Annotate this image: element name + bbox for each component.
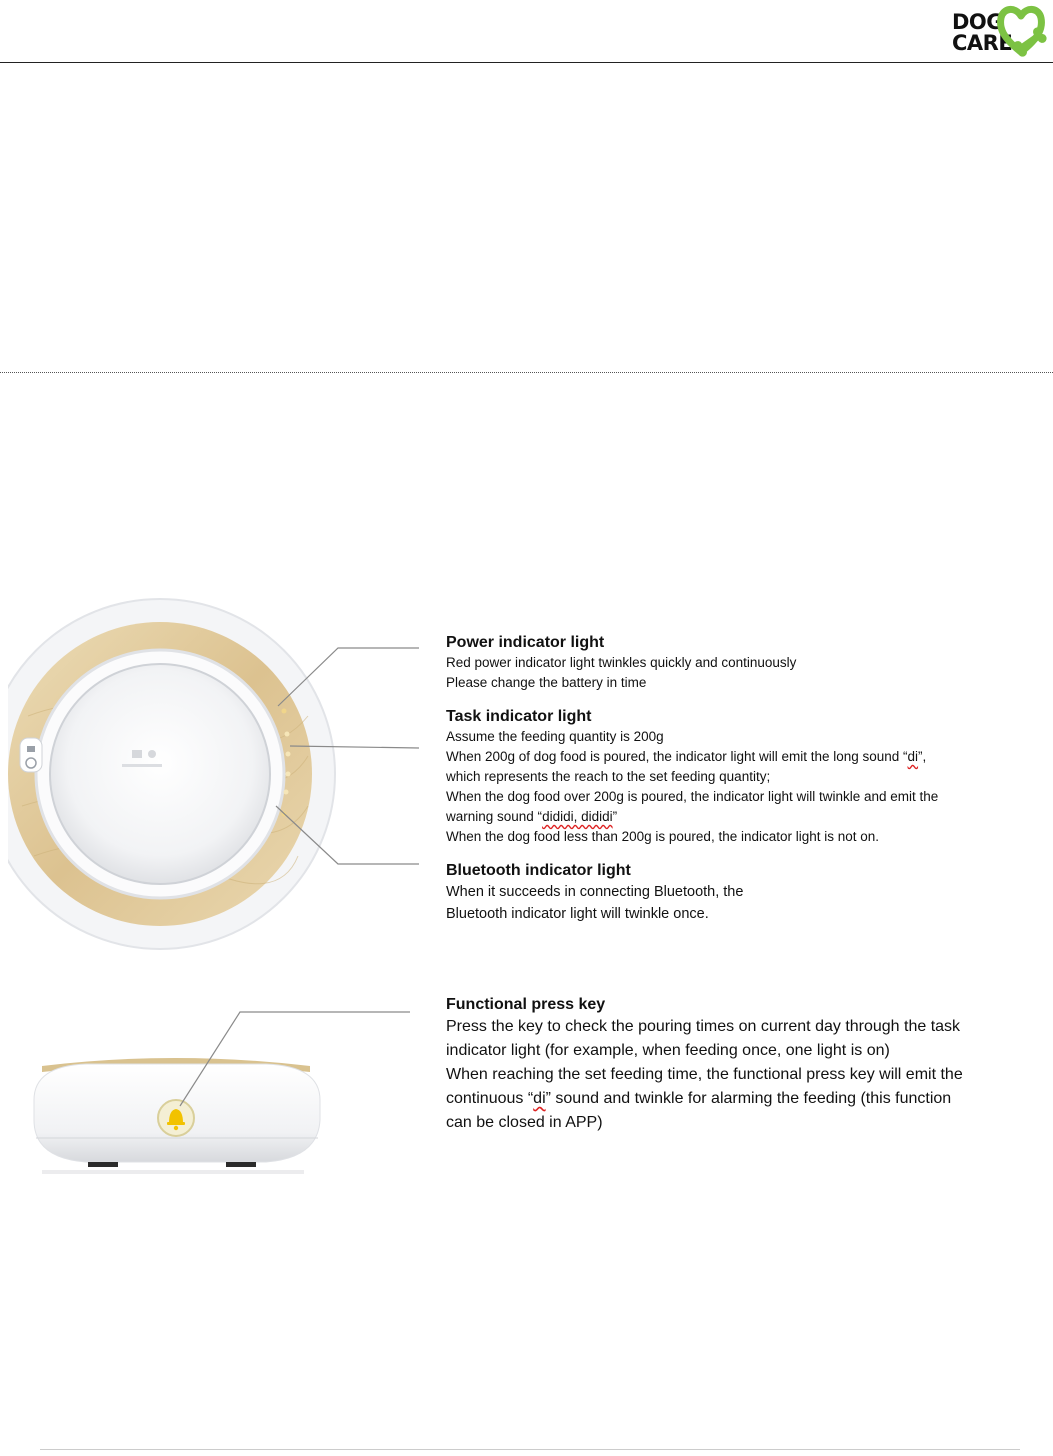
task-line-2-wavy: di — [907, 749, 919, 764]
key-line-2: indicator light (for example, when feeding once, one light is on) — [446, 1042, 890, 1059]
power-indicator-section — [446, 633, 796, 693]
task-line-2-post: ”, — [918, 749, 927, 764]
task-line-1: Assume the feeding quantity is 200g — [446, 729, 664, 744]
task-line-2 — [446, 747, 938, 767]
power-line-2: Please change the battery in time — [446, 675, 647, 690]
key-line-1: Press the key to check the pouring times on current day through the task — [446, 1018, 961, 1035]
task-indicator-heading: Task indicator light — [446, 708, 592, 725]
task-line-4: When the dog food over 200g is poured, the indicator light will twinkle and emit the — [446, 789, 939, 804]
key-line-5: can be closed in APP) — [446, 1114, 603, 1131]
dotted-divider — [0, 372, 1053, 373]
header-rule — [0, 62, 1053, 63]
task-line-6: When the dog food less than 200g is poured, the indicator light is not on. — [446, 829, 880, 844]
power-indicator-heading: Power indicator light — [446, 634, 605, 651]
bowl-side-view-image — [26, 1010, 416, 1180]
functional-key-section — [446, 995, 963, 1135]
key-line-4 — [446, 1087, 963, 1111]
heart-bone-logo-icon — [997, 2, 1049, 58]
key-line-4-post: ” sound and twinkle for alarming the feeding (this function — [545, 1090, 952, 1107]
power-line-1: Red power indicator light twinkles quickly and continuously — [446, 655, 797, 670]
footer-rule — [40, 1449, 1020, 1450]
bluetooth-line-1: When it succeeds in connecting Bluetooth, the — [446, 884, 744, 900]
bluetooth-indicator-heading: Bluetooth indicator light — [446, 862, 631, 879]
task-line-5 — [446, 807, 938, 827]
task-line-3: which represents the reach to the set feeding quantity; — [446, 769, 771, 784]
bluetooth-indicator-section — [446, 861, 743, 925]
bowl-top-view-image — [8, 596, 436, 958]
key-line-4-pre: continuous “ — [446, 1090, 534, 1107]
bluetooth-line-2: Bluetooth indicator light will twinkle once. — [446, 906, 709, 922]
task-indicator-section — [446, 707, 938, 847]
task-line-5-wavy: dididi, dididi — [542, 809, 613, 824]
logo-line-2: CARE — [952, 31, 1013, 55]
functional-key-heading: Functional press key — [446, 996, 606, 1013]
key-line-3: When reaching the set feeding time, the functional press key will emit the — [446, 1066, 963, 1083]
logo-line-1: DOG — [952, 10, 1004, 34]
key-line-4-wavy: di — [533, 1090, 546, 1107]
task-line-5-pre: warning sound “ — [446, 809, 543, 824]
task-line-5-post: ” — [612, 809, 618, 824]
dog-care-logo — [950, 2, 1050, 60]
task-line-2-pre: When 200g of dog food is poured, the indicator light will emit the long sound “ — [446, 749, 908, 764]
